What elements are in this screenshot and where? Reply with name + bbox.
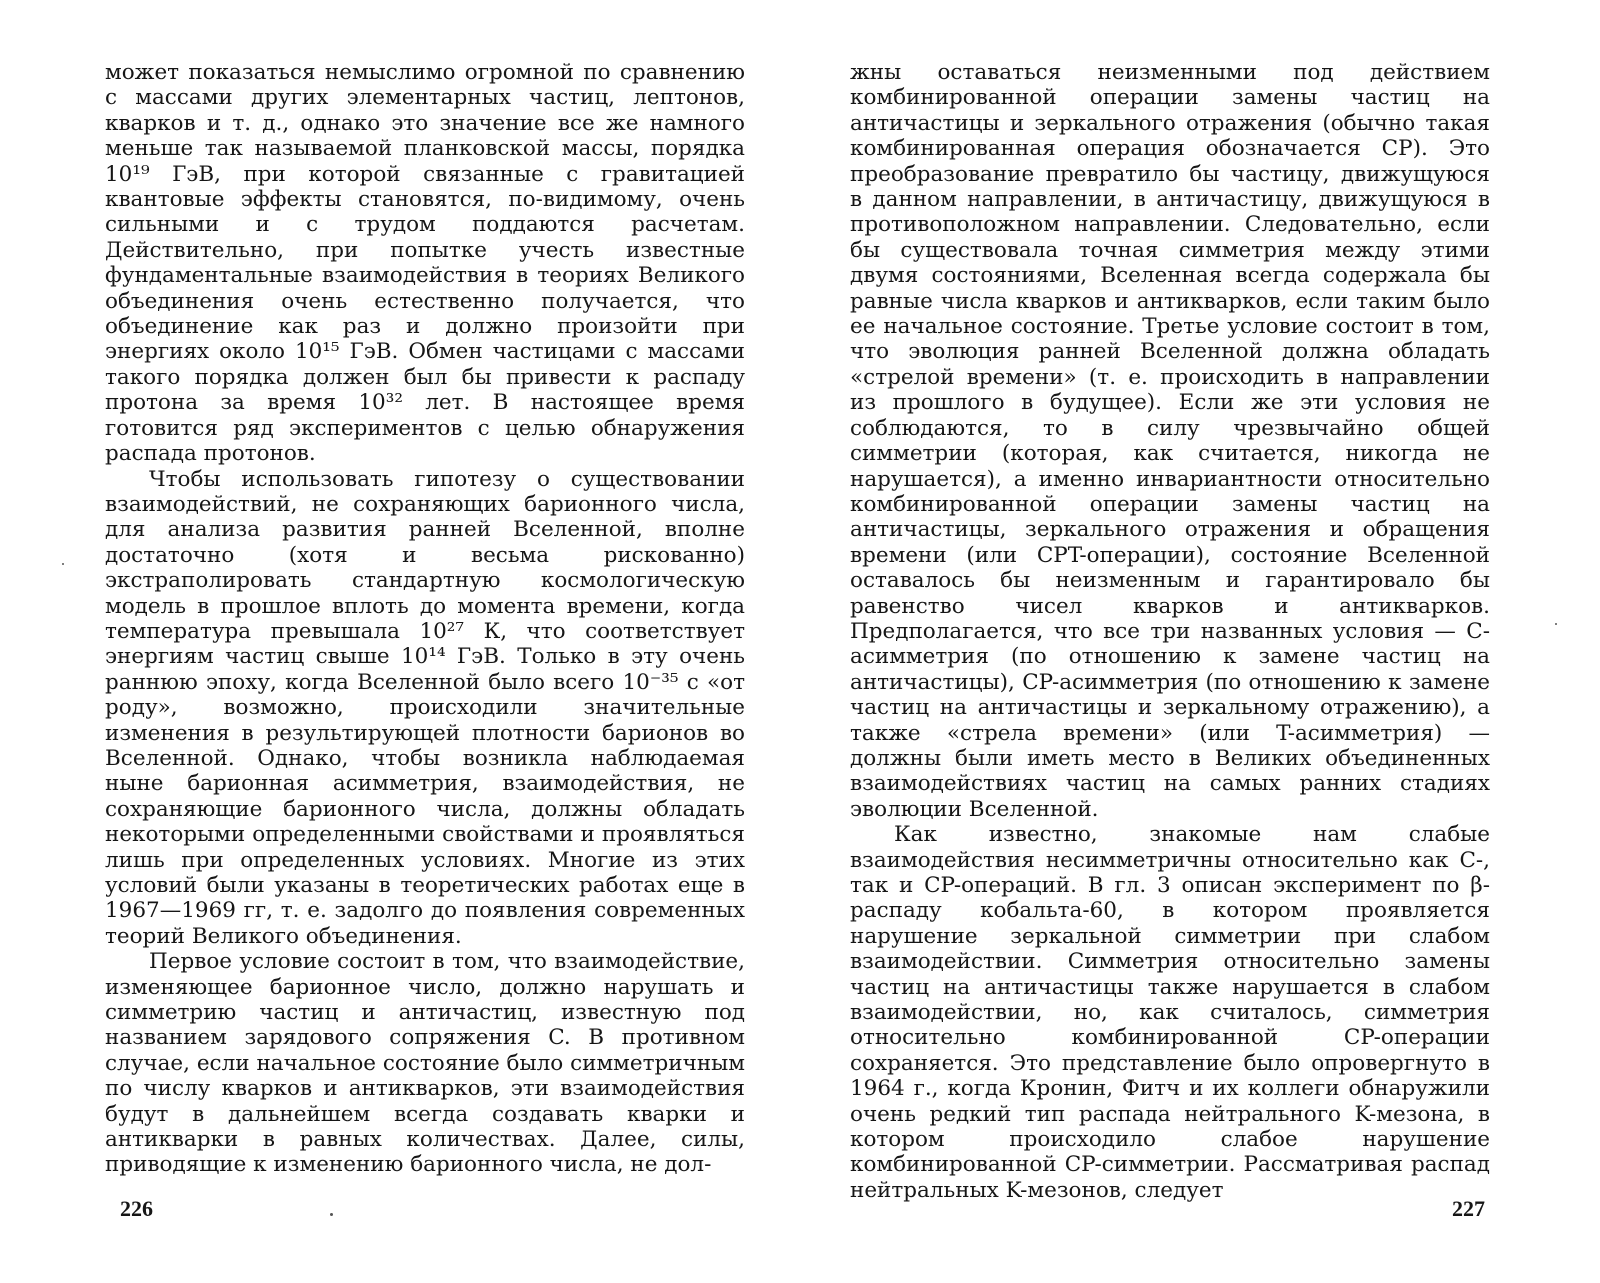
left-paragraph-3: Первое условие состоит в том, что взаимодействие, изменяющее барионное число, должно нарушать и симметрию частиц и античастиц, известную под названием зарядового сопряжения C. В противном случае, если начальное состояние было симметричным по числу кварков и антикварков, эти взаимодействия будут в дальнейшем всегда создавать кварки и антикварки в равных количествах. Далее, силы, приводящие к изменению барионного числа, не дол- [105,949,745,1178]
right-page-text-column [850,60,1490,1203]
print-speck [1555,623,1557,625]
right-paragraph-1: жны оставаться неизменными под действием комбинированной операции замены частиц на античастицы и зеркального отражения (обычно такая комбинированная операция обозначается CP). Это преобразование превратило бы частицу, движущуюся в данном направлении, в античастицу, движущуюся в противоположном направлении. Следовательно, если бы существовала точная симметрия между этими двумя состояниями, Вселенная всегда содержала бы равные числа кварков и антикварков, если таким было ее начальное состояние. Третье условие состоит в том, что эволюция ранней Вселенной должна обладать «стрелой времени» (т. е. происходить в направлении из прошлого в будущее). Если же эти условия не соблюдаются, то в силу чрезвычайно общей симметрии (которая, как считается, никогда не нарушается), а именно инвариантности относительно комбинированной операции замены частиц на античастицы, зеркального отражения и обращения времени (или CPT-операции), состояние Вселенной оставалось бы неизменным и гарантировало бы равенство чисел кварков и антикварков. Предполагается, что все три названных условия — C-асимметрия (по отношению к замене частиц на античастицы), CP-асимметрия (по отношению к замене частиц на античастицы и зеркальному отражению), а также «стрела времени» (или T-асимметрия) — должны были иметь место в Великих объединенных взаимодействиях частиц на самых ранних стадиях эволюции Вселенной. [850,60,1490,822]
right-paragraph-2: Как известно, знакомые нам слабые взаимодействия несимметричны относительно как C-, так и CP-операций. В гл. 3 описан эксперимент по β-распаду кобальта-60, в котором проявляется нарушение зеркальной симметрии при слабом взаимодействии. Симметрия относительно замены частиц на античастицы также нарушается в слабом взаимодействии, но, как считалось, симметрия относительно комбинированной CP-операции сохраняется. Это представление было опровергнуто в 1964 г., когда Кронин, Фитч и их коллеги обнаружили очень редкий тип распада нейтрального K-мезона, в котором происходило слабое нарушение комбинированной CP-симметрии. Рассматривая распад нейтральных K-мезонов, следует [850,822,1490,1203]
left-paragraph-1: может показаться немыслимо огромной по сравнению с массами других элементарных частиц, лептонов, кварков и т. д., однако это значение все же намного меньше так называемой планковской массы, порядка 10¹⁹ ГэВ, при которой связанные с гравитацией квантовые эффекты становятся, по-видимому, очень сильными и с трудом поддаются расчетам. Действительно, при попытке учесть известные фундаментальные взаимодействия в теориях Великого объединения очень естественно получается, что объединение как раз и должно произойти при энергиях около 10¹⁵ ГэВ. Обмен частицами с массами такого порядка должен был бы привести к распаду протона за время 10³² лет. В настоящее время готовится ряд экспериментов с целью обнаружения распада протонов. [105,60,745,467]
print-speck [330,1213,333,1216]
print-speck [62,563,64,565]
right-page-number: 227 [1452,1196,1485,1221]
left-page-number: 226 [120,1196,153,1221]
right-page [800,0,1600,1283]
left-paragraph-2: Чтобы использовать гипотезу о существовании взаимодействий, не сохраняющих барионного числа, для анализа развития ранней Вселенной, вполне достаточно (хотя и весьма рискованно) экстраполировать стандартную космологическую модель в прошлое вплоть до момента времени, когда температура превышала 10²⁷ К, что соответствует энергиям частиц свыше 10¹⁴ ГэВ. Только в эту очень раннюю эпоху, когда Вселенной было всего 10⁻³⁵ с «от роду», возможно, происходили значительные изменения в результирующей плотности барионов во Вселенной. Однако, чтобы возникла наблюдаемая ныне барионная асимметрия, взаимодействия, не сохраняющие барионного числа, должны обладать некоторыми определенными свойствами и проявляться лишь при определенных условиях. Многие из этих условий были указаны в теоретических работах еще в 1967—1969 гг, т. е. задолго до появления современных теорий Великого объединения. [105,466,745,949]
left-page-text-column [105,60,745,1178]
